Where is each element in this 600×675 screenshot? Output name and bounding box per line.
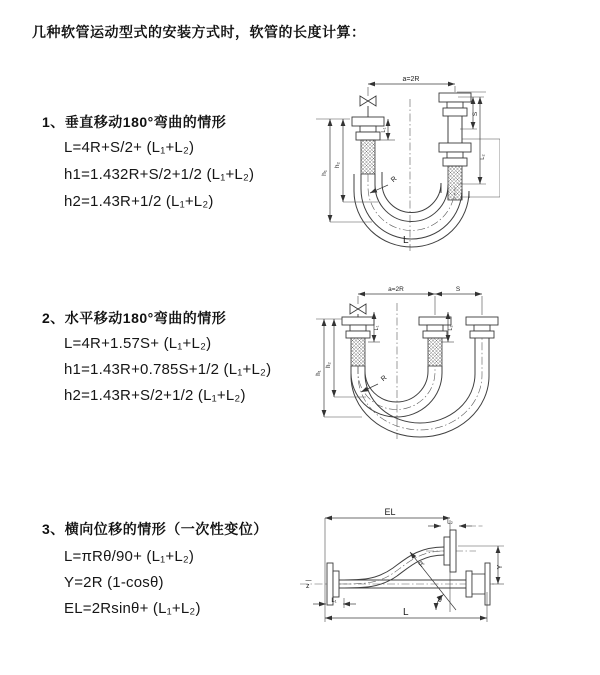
dim-label-a2r: a=2R	[388, 286, 404, 293]
section-2-formula-l: L=4R+1.57S+ (L₁+L₂)	[64, 335, 212, 352]
upper-flange	[444, 530, 456, 572]
dim-label-l2: L₂	[480, 154, 486, 160]
dim-label-h1: h₁	[321, 170, 328, 176]
section-2-formula-h2: h2=1.43R+S/2+1/2 (L₁+L₂)	[64, 387, 246, 404]
dim-label-l1: L₁	[381, 127, 387, 133]
section-2-heading: 2、水平移动180°弯曲的情形	[42, 310, 227, 326]
hose-s-curve	[339, 547, 444, 588]
dim-label-z: z	[306, 583, 310, 590]
valve-icon	[360, 87, 376, 117]
dim-label-h2: h₂	[334, 161, 341, 169]
dim-label-l2: L₂	[447, 519, 453, 526]
diagram-lateral-displacement	[298, 500, 600, 646]
dim-l1	[313, 598, 356, 608]
dim-label-a2r: a=2R	[402, 76, 420, 83]
dim-label-l1: L₁	[331, 598, 337, 604]
datum-z	[306, 581, 312, 591]
section-1-heading: 1、垂直移动180°弯曲的情形	[42, 114, 227, 130]
section-3-heading: 3、横向位移的情形（一次性变位）	[42, 521, 268, 537]
left-flange-assembly	[342, 317, 374, 366]
dim-label-el: EL	[384, 507, 396, 517]
section-3-formula-el: EL=2Rsinθ+ (L₁+L₂)	[64, 600, 201, 617]
right-flange	[466, 563, 490, 605]
section-3-formula-y: Y=2R (1-cosθ)	[64, 574, 164, 591]
dim-label-r: R	[389, 175, 399, 184]
dim-label-s: S	[472, 111, 479, 117]
dim-label-y: Y	[497, 564, 504, 570]
diagram-vertical-180-bend	[300, 71, 500, 257]
section-1-formula-l: L=4R+S/2+ (L₁+L₂)	[64, 139, 195, 156]
braided-section	[448, 166, 462, 200]
dim-label-r: R	[417, 560, 427, 569]
section-1-formula-h2: h2=1.43R+1/2 (L₁+L₂)	[64, 193, 214, 210]
dim-l	[325, 592, 487, 622]
section-1-formula-h1: h1=1.432R+S/2+1/2 (L₁+L₂)	[64, 166, 255, 183]
right-flange-assembly	[466, 317, 498, 338]
middle-flange-assembly	[419, 317, 451, 366]
dim-r	[370, 175, 398, 193]
hose-curves	[351, 338, 489, 437]
dim-label-l2: L₂	[448, 325, 454, 331]
dim-label-h2: h₂	[326, 362, 332, 368]
dim-a2r	[358, 286, 435, 294]
dim-label-l: L	[403, 235, 409, 246]
diagram-horizontal-180-bend	[300, 281, 590, 449]
braided-section	[351, 338, 365, 366]
braided-section	[361, 140, 375, 174]
dim-label-h1: h₁	[316, 370, 322, 376]
dim-label-r: R	[380, 374, 389, 384]
dim-label-l1: L₁	[374, 325, 380, 331]
dim-label-l: L	[403, 607, 409, 618]
page-title: 几种软管运动型式的安装方式时，软管的长度计算：	[32, 24, 366, 40]
dim-a2r	[368, 76, 455, 92]
dim-label-theta: θ	[438, 597, 442, 604]
left-flange-assembly	[352, 117, 384, 174]
dim-s	[435, 286, 482, 315]
braided-section	[428, 338, 442, 366]
section-3-formula-l: L=πRθ/90+ (L₁+L₂)	[64, 548, 195, 565]
dim-label-s: S	[455, 286, 461, 293]
valve-icon	[350, 296, 366, 317]
section-2-formula-h1: h1=1.43R+0.785S+1/2 (L₁+L₂)	[64, 361, 272, 378]
